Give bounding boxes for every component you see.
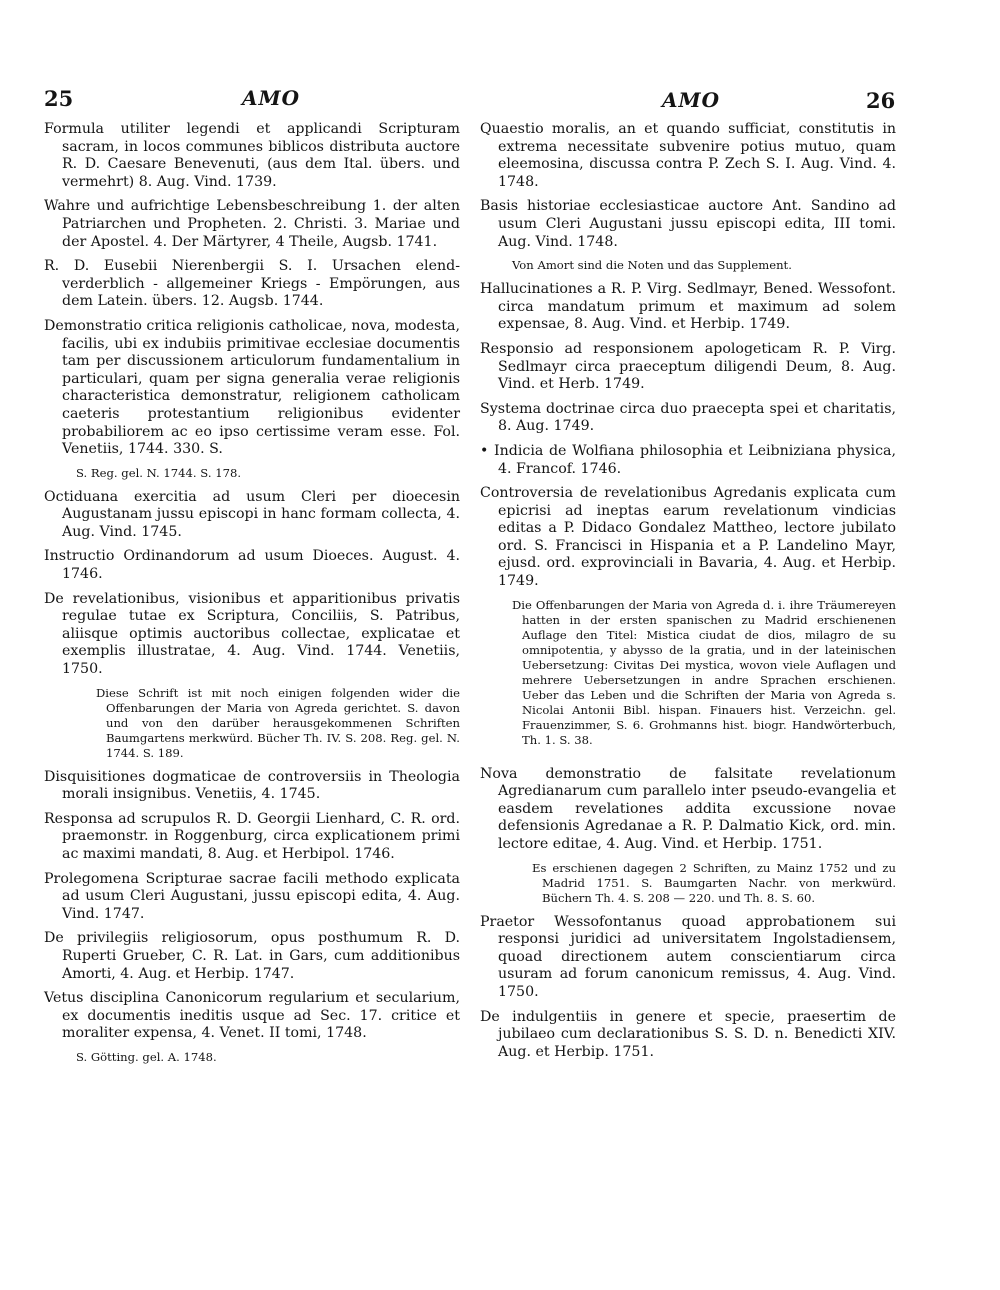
bibliography-entry: Wahre und aufrichtige Lebensbeschreibung 1. der alten Patriarchen und Propheten. 2. Christi. 3. Mariae und der Apostel. 4. Der Märtyrer, 4 Theile, Augsb. 1741. [44, 198, 460, 250]
bibliography-entry: Disquisitiones dogmaticae de controversiis in Theologia morali insignibus. Venetiis, 4. 1745. [44, 768, 460, 803]
bibliography-entry: Prolegomena Scripturae sacrae facili methodo explicata ad usum Cleri Augustani, jussu episcopi edita, 4. Aug. Vind. 1747. [44, 870, 460, 922]
bibliography-entry: Hallucinationes a R. P. Virg. Sedlmayr, Bened. Wessofont. circa mandatum primum et maximum ad solem expensae, 8. Aug. Vind. et Herbip. 1749. [480, 281, 896, 333]
bibliography-entry: Nova demonstratio de falsitate revelationum Agredianarum cum parallelo inter pseudo-evangelia et easdem revelationes addita excussione novae defensionis Agredanae a R. P. Dalmatio Kick, ord. min. lectore editae, 4. Aug. Vind. et Herbip. 1751. [480, 765, 896, 853]
bibliographic-note: S. Reg. gel. N. 1744. S. 178. [76, 465, 242, 480]
page-number-left: 25 [44, 86, 74, 111]
bibliographic-note: Diese Schrift ist mit noch einigen folgenden wider die Offenbarungen der Maria von Agreda gerichtet. S. davon und von den darüber herausgekommenen Schriften Baumgartens merkwürd. Bücher Th. IV. S. 208. Reg. gel. N. 1744. S. 189. [96, 685, 460, 760]
bibliography-entry: R. D. Eusebii Nierenbergii S. I. Ursachen elend-verderblich - allgemeiner Kriegs - Empörungen, aus dem Latein. übers. 12. Augsb. 1744. [44, 258, 460, 310]
bibliography-entry: Responsio ad responsionem apologeticam R. P. Virg. Sedlmayr circa praeceptum diligendi Deum, 8. Aug. Vind. et Herb. 1749. [480, 340, 896, 393]
bibliography-entry: De revelationibus, visionibus et apparitionibus privatis regulae tutae ex Scriptura, Conciliis, S. Patribus, aliisque optimis auctoribus collectae, explicatae et exemplis illustratae, 4. Aug. Vind. 1744. Venetiis, 1750. [44, 590, 460, 678]
running-head-left: AMO [242, 86, 301, 110]
bibliography-entry: • Indicia de Wolfiana philosophia et Leibniziana physica, 4. Francof. 1746. [480, 442, 896, 477]
running-head-right: AMO [662, 88, 721, 112]
bibliography-entry: De indulgentiis in genere et specie, praesertim de jubilaeo cum declarationibus S. S. D. n. Benedicti XIV. Aug. et Herbip. 1751. [480, 1008, 896, 1060]
spacer [480, 756, 896, 766]
page-number-right: 26 [866, 88, 896, 113]
bibliography-entry: Basis historiae ecclesiasticae auctore Ant. Sandino ad usum Cleri Augustani jussu episcopi edita, III tomi. Aug. Vind. 1748. [480, 198, 896, 250]
bibliography-entry: Systema doctrinae circa duo praecepta spei et charitatis, 8. Aug. 1749. [480, 400, 896, 435]
bibliographic-note: Von Amort sind die Noten und das Supplement. [512, 258, 792, 273]
bibliography-entry: Instructio Ordinandorum ad usum Dioeces. August. 4. 1746. [44, 548, 460, 583]
bibliographic-note: S. Götting. gel. A. 1748. [76, 1049, 217, 1064]
right-column [480, 121, 896, 1068]
bibliography-entry: De privilegiis religiosorum, opus posthumum R. D. Ruperti Grueber, C. R. Lat. in Gars, cum additionibus Amorti, 4. Aug. et Herbip. 1747. [44, 930, 460, 982]
bibliography-entry: Quaestio moralis, an et quando sufficiat, constitutis in extrema necessitate subvenire potius mutuo, quam eleemosina, discussa contra P. Zech S. I. Aug. Vind. 4. 1748. [480, 121, 896, 190]
bibliography-entry: Formula utiliter legendi et applicandi Scripturam sacram, in locos communes biblicos distributa auctore R. D. Caesare Benevenuti, (aus dem Ital. übers. und vermehrt) 8. Aug. Vind. 1739. [44, 121, 460, 190]
bibliography-entry: Demonstratio critica religionis catholicae, nova, modesta, facilis, ubi ex indubiis primitivae ecclesiae documentis tam per discussionem articulorum fundamentalium in particulari, quam per signa generalia verae religionis characteristica demonstratur, religionem catholicam caeteris protestantium religionibus evidenter probabiliorem ac eo ipso certissime veram esse. Fol. Venetiis, 1744. 330. S. [44, 317, 460, 458]
bibliography-entry: Octiduana exercitia ad usum Cleri per dioecesin Augustanam jussu episcopi in hanc formam collecta, 4. Aug. Vind. 1745. [44, 488, 460, 540]
bibliography-entry: Controversia de revelationibus Agredanis explicata cum epicrisi ad ineptas earum revelationum vindicias editas a P. Didaco Gondalez Mattheo, lectore jubilato ord. S. Francisci in Hispania et a P. Landelino Mayr, ejusd. ord. exprovinciali in Bavaria, 4. Aug. et Herbip. 1749. [480, 485, 896, 590]
bibliography-entry: Responsa ad scrupulos R. D. Georgii Lienhard, C. R. ord. praemonstr. in Roggenburg, circa explicationem primi ac maximi mandati, 8. Aug. et Herbipol. 1746. [44, 810, 460, 862]
left-column [44, 121, 460, 1073]
bibliography-entry: Praetor Wessofontanus quoad approbationem sui responsi juridici ad universitatem Ingolstadiensem, quoad directionem autem conscientiarum circa usuram ad forum canonicum remissus, 4. Aug. Vind. 1750. [480, 913, 896, 1000]
bibliographic-note: Es erschienen dagegen 2 Schriften, zu Mainz 1752 und zu Madrid 1751. S. Baumgarten Nachr. von merkwürd. Büchern Th. 4. S. 208 — 220. und Th. 8. S. 60. [532, 860, 896, 905]
bibliography-entry: Vetus disciplina Canonicorum regularium et secularium, ex documentis ineditis usque ad Sec. 17. critice et moraliter expensa, 4. Venet. II tomi, 1748. [44, 990, 460, 1042]
bibliographic-note: Die Offenbarungen der Maria von Agreda d. i. ihre Träumereyen hatten in der ersten spanischen zu Madrid erschienenen Auflage den Titel: Mistica ciudat de dios, milagro de su omnipotentia, y abysso de la gratia, und in der lateinischen Uebersetzung: Civitas Dei mystica, wovon viele Auflagen und mehrere Uebersetzungen in andre Sprachen erschienen. Ueber das Leben und die Schriften der Maria von Agreda s. Nicolai Antonii Bibl. hispan. Finauers hist. Verzeichn. gel. Frauenzimmer, S. 6. Grohmanns hist. biogr. Handwörterbuch, Th. 1. S. 38. [512, 597, 896, 747]
